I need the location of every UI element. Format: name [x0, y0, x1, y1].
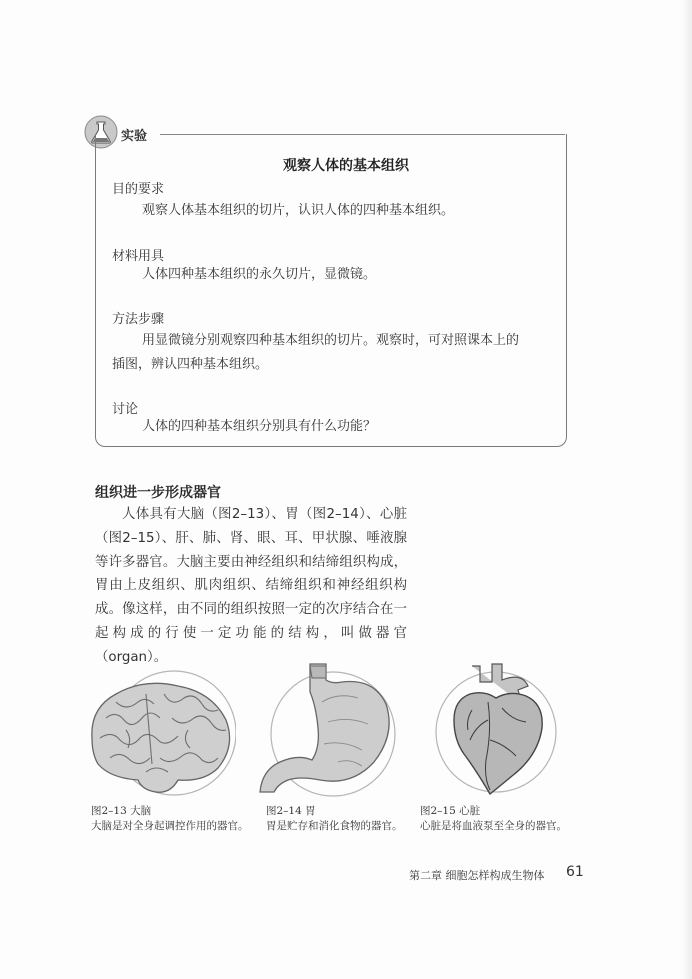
section-heading-purpose: 目的要求 [112, 182, 165, 197]
experiment-title: 观察人体的基本组织 [283, 158, 409, 174]
section-text-materials: 人体四种基本组织的永久切片，显微镜。 [142, 267, 377, 282]
section-heading-discussion: 讨论 [112, 402, 139, 417]
footer-chapter-title: 第二章 细胞怎样构成生物体 [409, 869, 545, 882]
section-text-discussion: 人体的四种基本组织分别具有什么功能？ [142, 419, 377, 434]
figure-caption-desc-brain: 大脑是对全身起调控作用的器官。 [91, 820, 249, 832]
figure-caption-title-stomach: 图2–14 胃 [266, 805, 316, 817]
experiment-box [95, 134, 567, 447]
section-text-method-line2: 插图，辨认四种基本组织。 [112, 357, 269, 372]
page-edge-shadow [682, 0, 692, 979]
figure-caption-desc-heart: 心脏是将血液泵至全身的器官。 [420, 820, 567, 832]
section-heading-materials: 材料用具 [112, 249, 165, 264]
section-heading-method: 方法步骤 [112, 312, 165, 327]
section-heading: 组织进一步形成器官 [95, 485, 221, 501]
page-number: 61 [566, 864, 584, 880]
brain-illustration [86, 668, 236, 798]
figure-caption-title-heart: 图2–15 心脏 [420, 805, 481, 817]
heart-illustration [432, 660, 560, 800]
figure-caption-desc-stomach: 胃是贮存和消化食物的器官。 [266, 820, 403, 832]
section-text-method-line1: 用显微镜分别观察四种基本组织的切片。观察时，可对照课本上的 [142, 333, 520, 348]
section-text-purpose: 观察人体基本组织的切片，认识人体的四种基本组织。 [142, 203, 455, 218]
experiment-label: 实验 [121, 129, 148, 144]
body-paragraph: 人体具有大脑（图2–13）、胃（图2–14）、心脏（图2–15）、肝、肺、肾、眼、耳、甲状腺、唾液腺等许多器官。大脑主要由神经组织和结缔组织构成，胃由上皮组织、肌肉组织、结缔组织和神经组织构成。像这样，由不同的组织按照一定的次序结合在一起构成的行使一定功能的结构，叫做器官（organ）。 [95, 507, 407, 665]
figure-caption-title-brain: 图2–13 大脑 [91, 805, 152, 817]
stomach-illustration [258, 662, 398, 800]
